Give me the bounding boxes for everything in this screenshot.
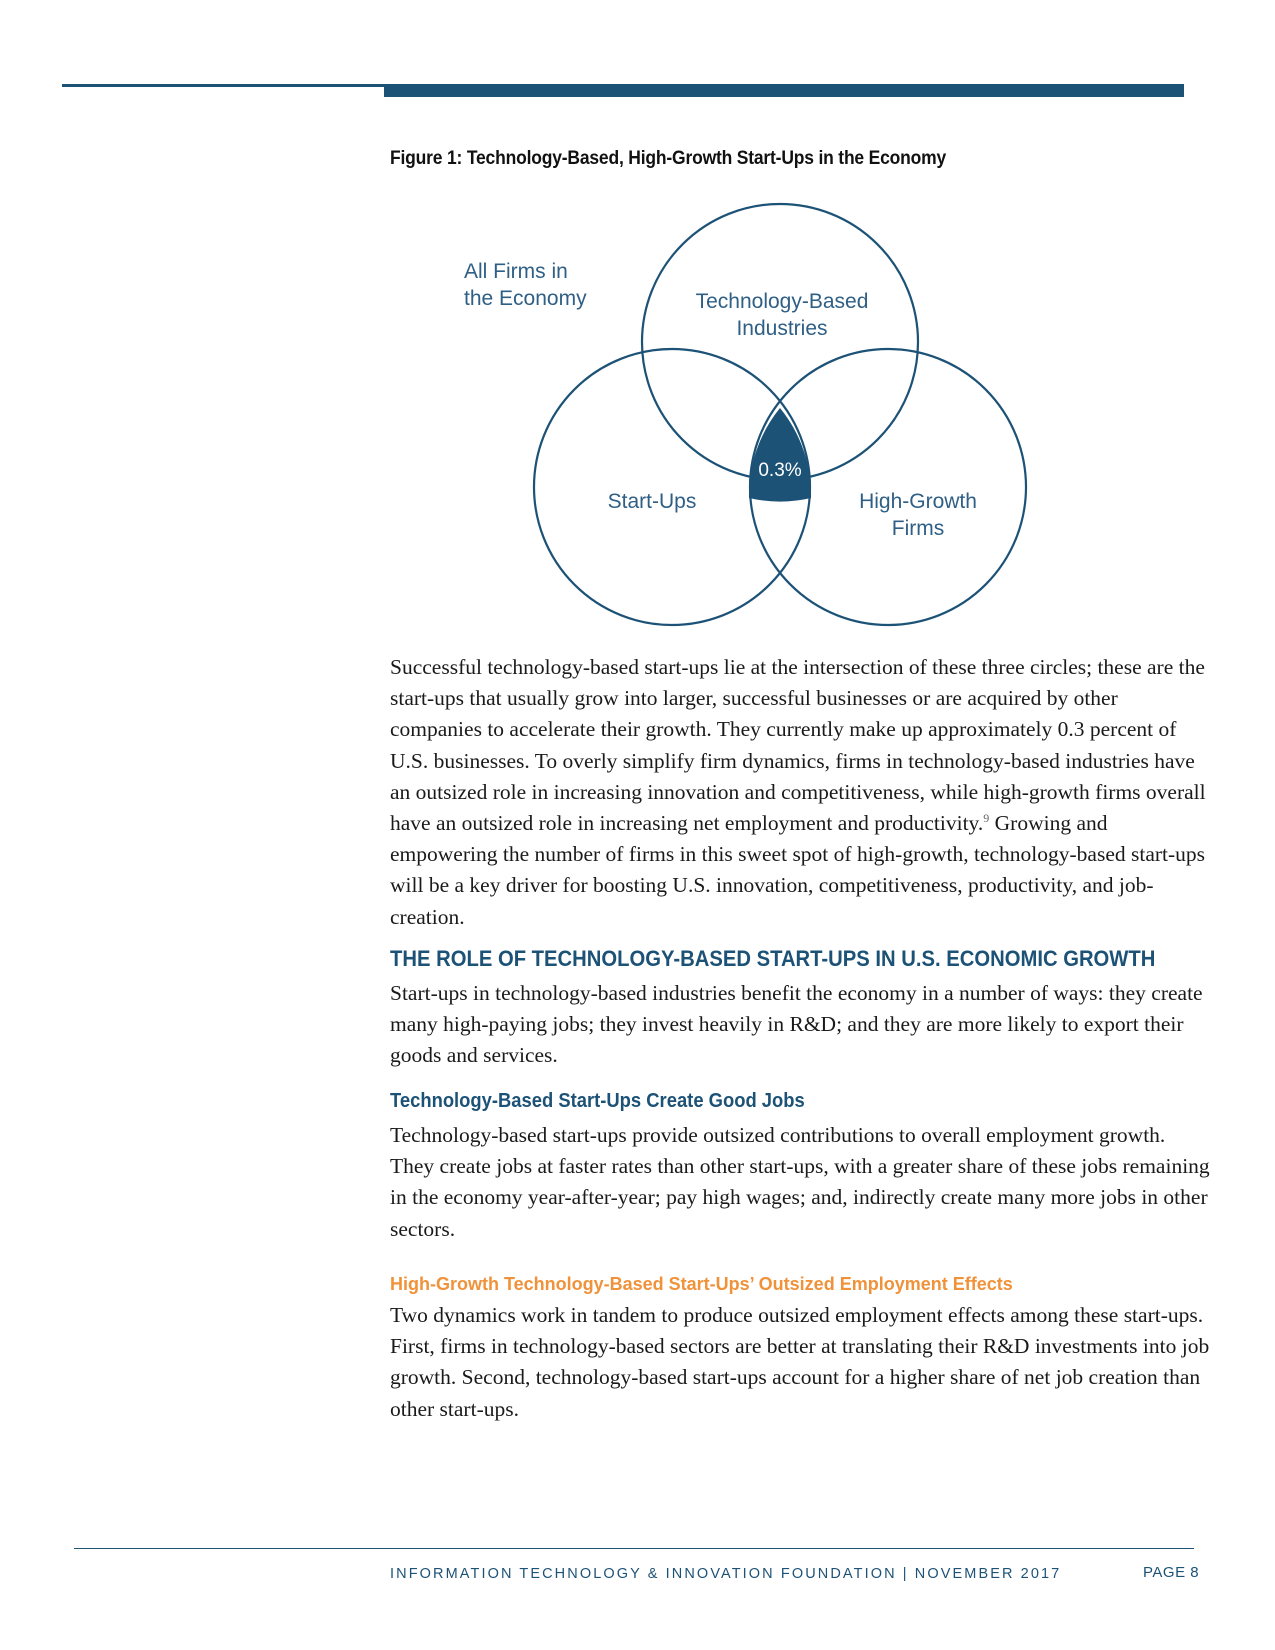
label-technology-line1: Technology-Based (695, 290, 869, 313)
label-high-growth-line2: Firms (891, 517, 945, 540)
header-rule-thin (62, 84, 384, 87)
paragraph-role: Start-ups in technology-based industries benefit the economy in a number of ways: they create many high-paying jobs; they invest heavily in R&D; and they are more likely to export their goods and services. (390, 981, 1203, 1068)
paragraph-good-jobs: Technology-based start-ups provide outsized contributions to overall employment growth. They create jobs at faster rates than other start-ups, with a greater share of these jobs remaining in the economy year-after-year; pay high wages; and, indirectly create many more jobs in other sectors. (390, 1123, 1210, 1241)
paragraph-intro (390, 652, 1210, 933)
figure-title: Figure 1: Technology-Based, High-Growth Start-Ups in the Economy (390, 148, 947, 169)
paragraph-intro-tail: Growing and empowering the number of firms in this sweet spot of high-growth, technology-based start-ups will be a key driver for boosting U.S. innovation, competitiveness, productivity, and job-creation. (390, 811, 1206, 929)
header-rule-thick (384, 84, 1184, 97)
intersection-region (749, 408, 811, 502)
label-high-growth-line1: High-Growth (859, 490, 977, 513)
section-heading: THE ROLE OF TECHNOLOGY-BASED START-UPS IN U.S. ECONOMIC GROWTH (390, 946, 1156, 971)
footnote-marker[interactable]: 9 (983, 810, 990, 825)
label-all-firms-line2: the Economy (464, 287, 587, 310)
paragraph-intro-main: Successful technology-based start-ups lie at the intersection of these three circles; these are the start-ups that usually grow into larger, successful businesses or are acquired by other companies to accelerate their growth. They currently make up approximately 0.3 percent of U.S. businesses. To overly simplify firm dynamics, firms in technology-based industries have an outsized role in increasing innovation and competitiveness, while high-growth firms overall have an outsized role in increasing net employment and productivity. (390, 655, 1206, 836)
subsection-heading: Technology-Based Start-Ups Create Good Jobs (390, 1090, 805, 1112)
label-technology-line2: Industries (736, 317, 828, 340)
intersection-label: 0.3% (758, 460, 802, 481)
paragraph-employment-effects: Two dynamics work in tandem to produce outsized employment effects among these start-ups. First, firms in technology-based sectors are better at translating their R&D investments into job growth. Second, technology-based start-ups account for a higher share of net job creation than other start-ups. (390, 1303, 1210, 1421)
label-all-firms-line1: All Firms in (464, 260, 568, 283)
footer-rule (74, 1548, 1194, 1549)
page-number: PAGE 8 (1143, 1564, 1200, 1581)
subsubsection-heading: High-Growth Technology-Based Start-Ups’ Outsized Employment Effects (390, 1274, 1013, 1294)
main-content (390, 148, 1210, 1421)
label-start-ups: Start-Ups (607, 490, 697, 513)
footer-organization: INFORMATION TECHNOLOGY & INNOVATION FOUNDATION | NOVEMBER 2017 (390, 1566, 1062, 1582)
